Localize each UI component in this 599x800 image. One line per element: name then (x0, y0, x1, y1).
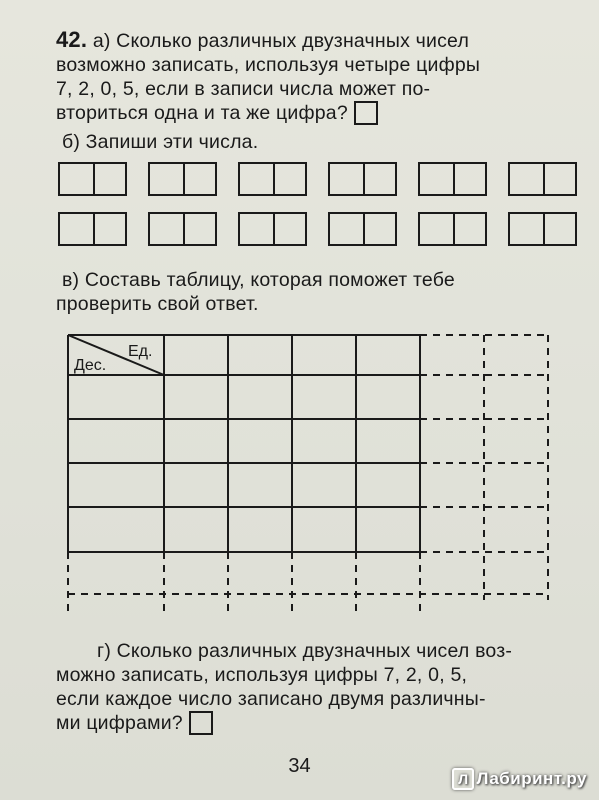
task-42d-line-2: можно записать, используя цифры 7, 2, 0, 5, (56, 664, 468, 686)
task-number: 42. (56, 27, 88, 52)
answer-box-d[interactable] (189, 711, 213, 735)
task-42a-line-3: 7, 2, 0, 5, если в записи числа может по- (56, 78, 431, 100)
task-42d-line-1: г) Сколько различных двузначных чисел воз- (97, 640, 513, 662)
task-42c-line-1: в) Составь таблицу, которая поможет тебе (62, 269, 455, 291)
task-42c-line-2: проверить свой ответ. (56, 293, 259, 315)
watermark-text: Лабиринт.ру (476, 769, 587, 788)
task-42d-text-4: ми цифрами? (56, 712, 183, 734)
task-42d-line-4 (56, 711, 213, 735)
task-42a-text-4: вториться одна и та же цифра? (56, 102, 348, 124)
table-header-tens: Дес. (74, 357, 107, 374)
task-42b-line: б) Запиши эти числа. (62, 131, 259, 153)
task-42a-text-1: а) Сколько различных двузначных чисел (92, 30, 470, 52)
watermark-logo (452, 768, 587, 790)
labirint-logo-icon: Л (452, 768, 474, 790)
table-header-units: Ед. (128, 343, 153, 360)
task-42a-line-2: возможно записать, используя четыре цифры (56, 54, 481, 76)
task-42d-line-3: если каждое число записано двумя различны- (56, 688, 486, 710)
page-number: 34 (288, 755, 311, 777)
